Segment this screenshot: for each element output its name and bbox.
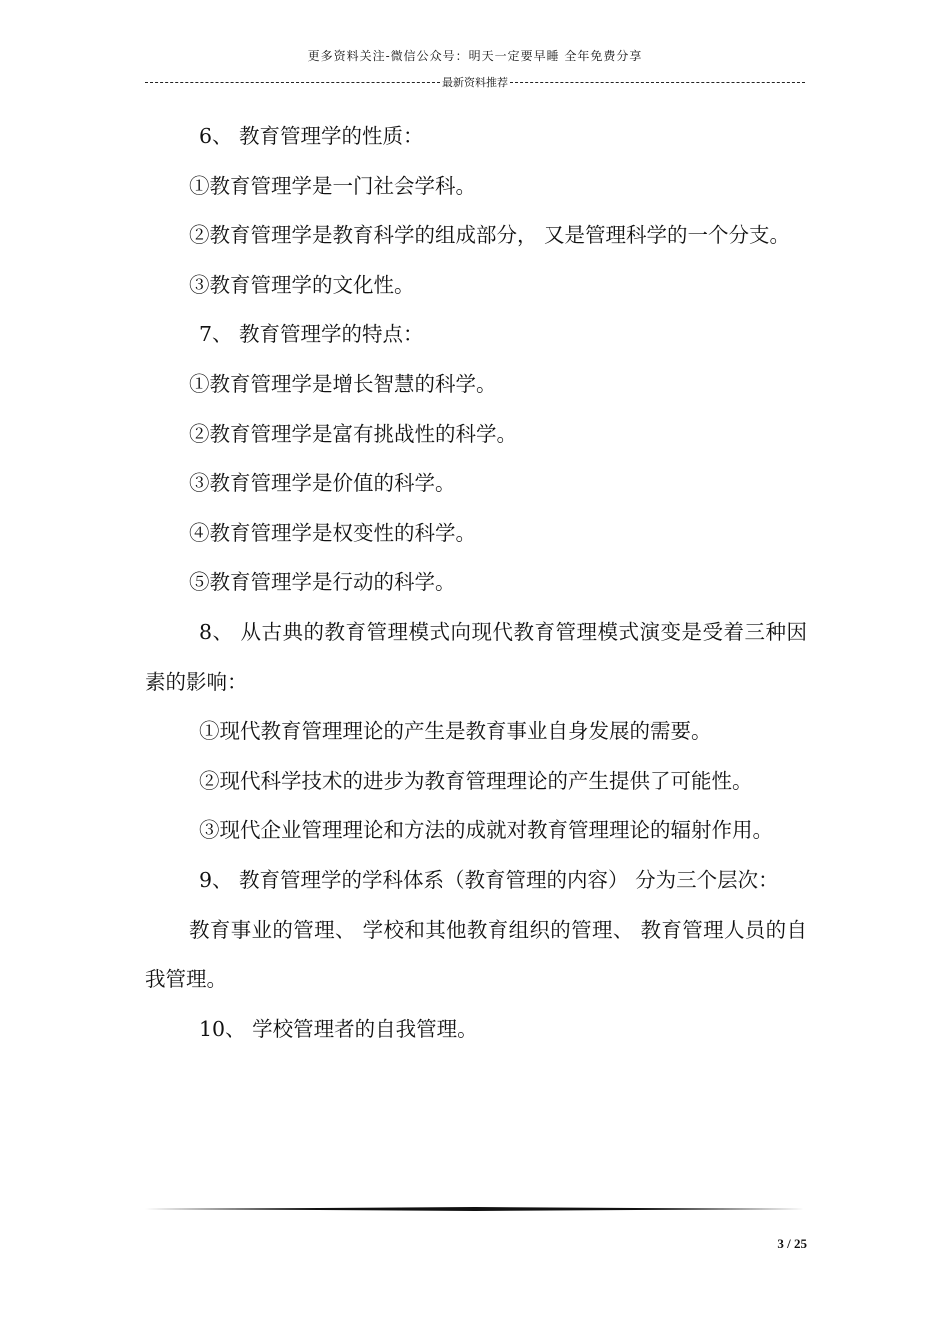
list-item: ③教育管理学的文化性。 (189, 272, 415, 297)
section-heading-6: 6、 教育管理学的性质： (199, 124, 424, 148)
header-dashed-rule (145, 74, 805, 90)
list-item: ③现代企业管理理论和方法的成就对教育管理理论的辐射作用。 (199, 818, 773, 843)
list-item: ②教育管理学是富有挑战性的科学。 (189, 421, 517, 446)
section-heading-7: 7、 教育管理学的特点： (199, 322, 424, 347)
header-rule-left-dash (145, 82, 440, 83)
section-heading-9: 9、 教育管理学的学科体系（教育管理的内容） 分为三个层次： (199, 867, 779, 892)
footer-rule (145, 1207, 805, 1211)
section-heading-8: 8、 从古典的教育管理模式向现代教育管理模式演变是受着三种因素的影响： (145, 619, 807, 694)
list-item: ①教育管理学是增长智慧的科学。 (189, 371, 497, 396)
list-item: ③教育管理学是价值的科学。 (189, 471, 456, 496)
page-number: 3 / 25 (777, 1236, 807, 1251)
list-item: ⑤教育管理学是行动的科学。 (189, 570, 456, 595)
list-item: ②教育管理学是教育科学的组成部分， 又是管理科学的一个分支。 (189, 223, 791, 248)
list-item: ①现代教育管理理论的产生是教育事业自身发展的需要。 (199, 719, 712, 744)
footer-rule-line (145, 1207, 805, 1211)
header-rule-label: 最新资料推荐 (442, 76, 508, 89)
section-heading-10: 10、 学校管理者的自我管理。 (199, 1016, 478, 1041)
document-body (145, 112, 807, 1054)
header-rule-right-dash (510, 82, 805, 83)
body-paragraph: 教育事业的管理、 学校和其他教育组织的管理、 教育管理人员的自我管理。 (145, 917, 807, 992)
list-item: ②现代科学技术的进步为教育管理理论的产生提供了可能性。 (199, 768, 753, 793)
header-banner-text: 更多资料关注-微信公众号：明天一定要早睡 全年免费分享 (307, 49, 643, 63)
list-item: ①教育管理学是一门社会学科。 (189, 173, 476, 198)
list-item: ④教育管理学是权变性的科学。 (189, 520, 476, 545)
